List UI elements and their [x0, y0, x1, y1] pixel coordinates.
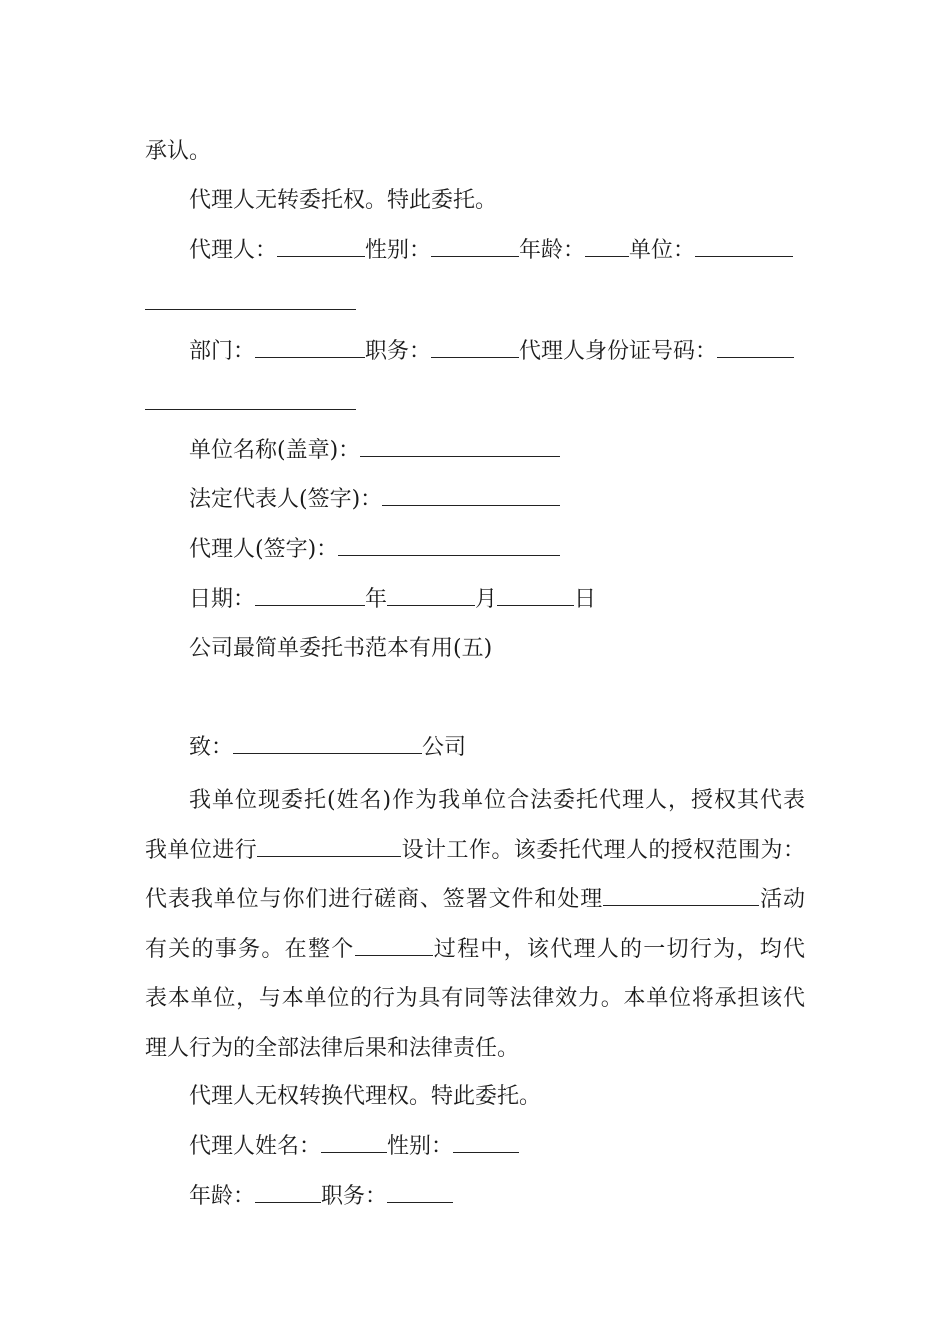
paragraph-row-3-text-b: 活动: [759, 887, 805, 912]
unit-blank[interactable]: [695, 238, 793, 257]
paragraph-row-4-text-a: 有关的事务。在整个: [145, 936, 355, 962]
legal-rep-signature-row: [189, 485, 560, 515]
day-blank[interactable]: [497, 587, 574, 606]
position-label: 职务：: [365, 339, 432, 364]
paragraph-row-4-text-b: 过程中，该代理人的一切行为，均代: [432, 936, 805, 962]
paragraph-row-3-text-a: 代表我单位与你们进行磋商、签署文件和处理: [145, 887, 604, 912]
addressee-label: 致：: [189, 735, 234, 760]
department-info-row: [189, 337, 794, 367]
paragraph-row-1: 我单位现委托(姓名)作为我单位合法委托代理人，授权其代表: [189, 788, 805, 813]
unit-blank-continuation[interactable]: [145, 309, 356, 310]
addressee-company-blank[interactable]: [233, 735, 422, 754]
process-blank[interactable]: [355, 937, 433, 956]
text-line-no-subdelegation: 代理人无转委托权。特此委托。: [189, 188, 498, 213]
age-blank-2[interactable]: [255, 1184, 321, 1203]
position-label-2: 职务：: [321, 1184, 388, 1209]
gender-label-2: 性别：: [387, 1134, 454, 1159]
unit-name-seal-row: [189, 436, 560, 466]
paragraph-row-6: 理人行为的全部法律后果和法律责任。: [145, 1035, 520, 1061]
agent-signature-row: [189, 535, 560, 565]
agent-blank[interactable]: [277, 238, 365, 257]
addressee-row: [189, 733, 466, 763]
id-number-label: 代理人身份证号码：: [519, 339, 718, 364]
gender-label: 性别：: [365, 238, 432, 263]
date-label: 日期：: [189, 587, 256, 612]
year-blank[interactable]: [255, 587, 365, 606]
age-label-2: 年龄：: [189, 1184, 256, 1209]
text-line-no-transfer: 代理人无权转换代理权。特此委托。: [189, 1084, 542, 1109]
company-label: 公司: [422, 735, 467, 760]
design-work-blank[interactable]: [257, 838, 401, 857]
paragraph-row-4: [145, 925, 805, 975]
agent-name-gender-row: [189, 1132, 519, 1162]
agent-name-blank[interactable]: [321, 1134, 387, 1153]
agent-info-row: [189, 236, 793, 266]
department-blank[interactable]: [255, 339, 365, 358]
day-label: 日: [574, 587, 597, 612]
agent-signature-label: 代理人(签字)：: [189, 537, 339, 562]
unit-label: 单位：: [629, 238, 696, 263]
id-number-blank[interactable]: [717, 339, 794, 358]
agent-name-label: 代理人姓名：: [189, 1134, 322, 1159]
paragraph-row-3: [145, 875, 805, 925]
legal-rep-signature-blank[interactable]: [382, 487, 560, 506]
year-label: 年: [365, 587, 388, 612]
legal-rep-signature-label: 法定代表人(签字)：: [189, 487, 383, 512]
id-number-blank-continuation[interactable]: [145, 409, 356, 410]
position-blank[interactable]: [431, 339, 519, 358]
agent-signature-blank[interactable]: [338, 537, 560, 556]
department-label: 部门：: [189, 339, 256, 364]
activity-blank[interactable]: [603, 887, 759, 906]
age-label: 年龄：: [519, 238, 586, 263]
paragraph-row-2-text-b: 设计工作。该委托代理人的授权范围为：: [401, 837, 805, 863]
paragraph-row-2: [145, 826, 805, 876]
unit-name-seal-label: 单位名称(盖章)：: [189, 438, 361, 463]
month-blank[interactable]: [387, 587, 475, 606]
position-blank-2[interactable]: [387, 1184, 453, 1203]
age-position-row: [189, 1182, 453, 1212]
date-row: [189, 585, 596, 615]
section-title: 公司最简单委托书范本有用(五): [189, 636, 493, 661]
authorization-paragraph: [145, 776, 805, 1073]
paragraph-row-2-text-a: 我单位进行: [145, 837, 258, 863]
gender-blank-2[interactable]: [453, 1134, 519, 1153]
month-label: 月: [475, 587, 498, 612]
age-blank[interactable]: [585, 238, 629, 257]
text-line-acknowledge: 承认。: [145, 139, 212, 164]
unit-name-seal-blank[interactable]: [360, 438, 560, 457]
gender-blank[interactable]: [431, 238, 519, 257]
paragraph-row-5: 表本单位，与本单位的行为具有同等法律效力。本单位将承担该代: [145, 986, 805, 1011]
agent-label: 代理人：: [189, 238, 278, 263]
